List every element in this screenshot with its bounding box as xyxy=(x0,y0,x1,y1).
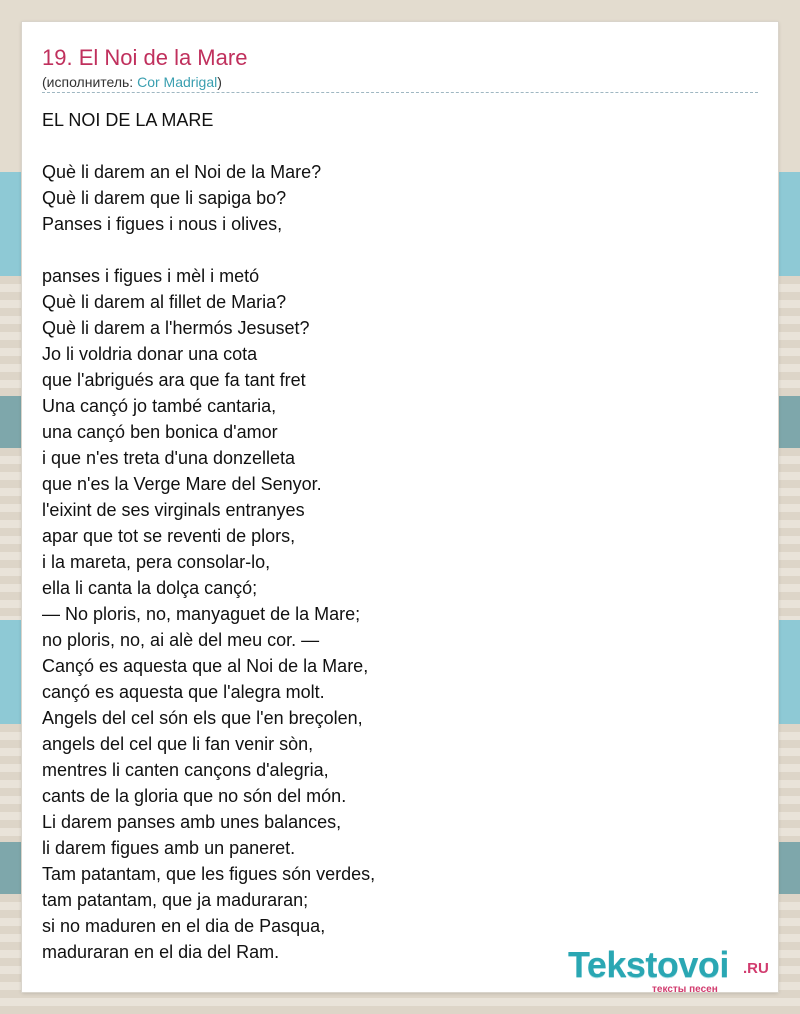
lyric-line: Què li darem que li sapiga bo? xyxy=(42,188,287,208)
lyric-line: i que n'es treta d'una donzelleta xyxy=(42,448,296,468)
lyric-line: Què li darem al fillet de Maria? xyxy=(42,292,287,312)
lyric-line: Una cançó jo també cantaria, xyxy=(42,396,277,416)
artist-line xyxy=(42,74,222,90)
lyric-line: Panses i figues i nous i olives, xyxy=(42,214,283,234)
lyric-line: l'eixint de ses virginals entranyes xyxy=(42,500,305,520)
lyric-line: — No ploris, no, manyaguet de la Mare; xyxy=(42,604,361,624)
lyric-line: apar que tot se reventi de plors, xyxy=(42,526,296,546)
lyric-line xyxy=(42,133,742,159)
lyric-line: Tam patantam, que les figues són verdes, xyxy=(42,864,376,884)
lyric-line: Què li darem an el Noi de la Mare? xyxy=(42,162,322,182)
header-divider xyxy=(42,92,758,93)
logo-domain: .RU xyxy=(743,960,769,977)
lyric-line xyxy=(42,237,742,263)
lyric-line: mentres li canten cançons d'alegria, xyxy=(42,760,329,780)
artist-suffix: ) xyxy=(217,74,222,90)
lyric-line: que l'abrigués ara que fa tant fret xyxy=(42,370,306,390)
lyric-line: una cançó ben bonica d'amor xyxy=(42,422,278,442)
lyric-line: panses i figues i mèl i metó xyxy=(42,266,260,286)
lyric-line: Li darem panses amb unes balances, xyxy=(42,812,342,832)
lyric-line: Què li darem a l'hermós Jesuset? xyxy=(42,318,310,338)
lyric-line: Jo li voldria donar una cota xyxy=(42,344,258,364)
lyric-line: Angels del cel són els que l'en breçolen, xyxy=(42,708,363,728)
lyric-line: tam patantam, que ja maduraran; xyxy=(42,890,309,910)
lyric-line: EL NOI DE LA MARE xyxy=(42,110,214,130)
lyric-line: li darem figues amb un paneret. xyxy=(42,838,296,858)
lyric-line: cançó es aquesta que l'alegra molt. xyxy=(42,682,325,702)
lyric-line: no ploris, no, ai alè del meu cor. — xyxy=(42,630,320,650)
lyric-line: Cançó es aquesta que al Noi de la Mare, xyxy=(42,656,369,676)
lyric-line: cants de la gloria que no són del món. xyxy=(42,786,347,806)
artist-prefix: (исполнитель: xyxy=(42,74,138,90)
lyric-line: angels del cel que li fan venir sòn, xyxy=(42,734,314,754)
logo-wordmark: Tekstovoi xyxy=(568,944,729,985)
lyrics-text xyxy=(42,107,742,965)
lyric-line: si no maduren en el dia de Pasqua, xyxy=(42,916,326,936)
page-title: 19. El Noi de la Mare xyxy=(42,45,248,70)
logo-tagline: тексты песен xyxy=(652,984,718,995)
lyric-line: que n'es la Verge Mare del Senyor. xyxy=(42,474,322,494)
lyric-line: ella li canta la dolça cançó; xyxy=(42,578,258,598)
site-logo[interactable] xyxy=(568,944,778,994)
lyric-line: i la mareta, pera consolar-lo, xyxy=(42,552,271,572)
artist-link[interactable]: Cor Madrigal xyxy=(137,74,218,90)
lyrics-card xyxy=(22,22,778,995)
lyric-line: maduraran en el dia del Ram. xyxy=(42,942,280,962)
